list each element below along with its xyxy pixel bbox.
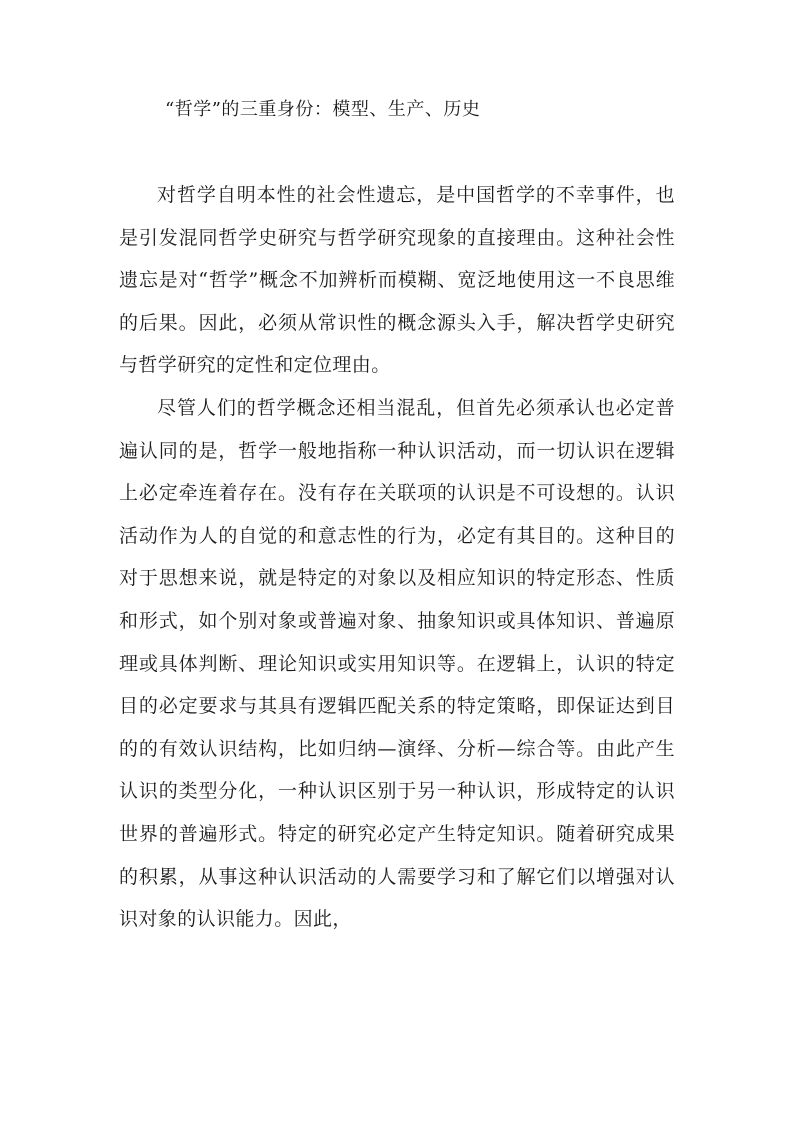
document-title: “哲学”的三重身份：模型、生产、历史 [165,99,481,120]
paragraph-2: 尽管人们的哲学概念还相当混乱，但首先必须承认也必定普遍认同的是，哲学一般地指称一种认识活动，而一切认识在逻辑上必定牵连着存在。没有存在关联项的认识是不可设想的。认识活动作为人的自觉的和意志性的行为，必定有其目的。这种目的对于思想来说，就是特定的对象以及相应知识的特定形态、性质和形式，如个别对象或普遍对象、抽象知识或具体知识、普遍原理或具体判断、理论知识或实用知识等。在逻辑上，认识的特定目的必定要求与其具有逻辑匹配关系的特定策略，即保证达到目的的有效认识结构，比如归纳—演绎、分析—综合等。由此产生认识的类型分化，一种认识区别于另一种认识，形成特定的认识世界的普遍形式。特定的研究必定产生特定知识。随着研究成果的积累，从事这种认识活动的人需要学习和了解它们以增强对认识对象的认识能力。因此， [119,396,675,931]
paragraph-1: 对哲学自明本性的社会性遗忘，是中国哲学的不幸事件，也是引发混同哲学史研究与哲学研究现象的直接理由。这种社会性遗忘是对“哲学”概念不加辨析而模糊、宽泛地使用这一不良思维的后果。因此，必须从常识性的概念源头入手，解决哲学史研究与哲学研究的定性和定位理由。 [119,184,675,377]
document-body [119,174,675,941]
